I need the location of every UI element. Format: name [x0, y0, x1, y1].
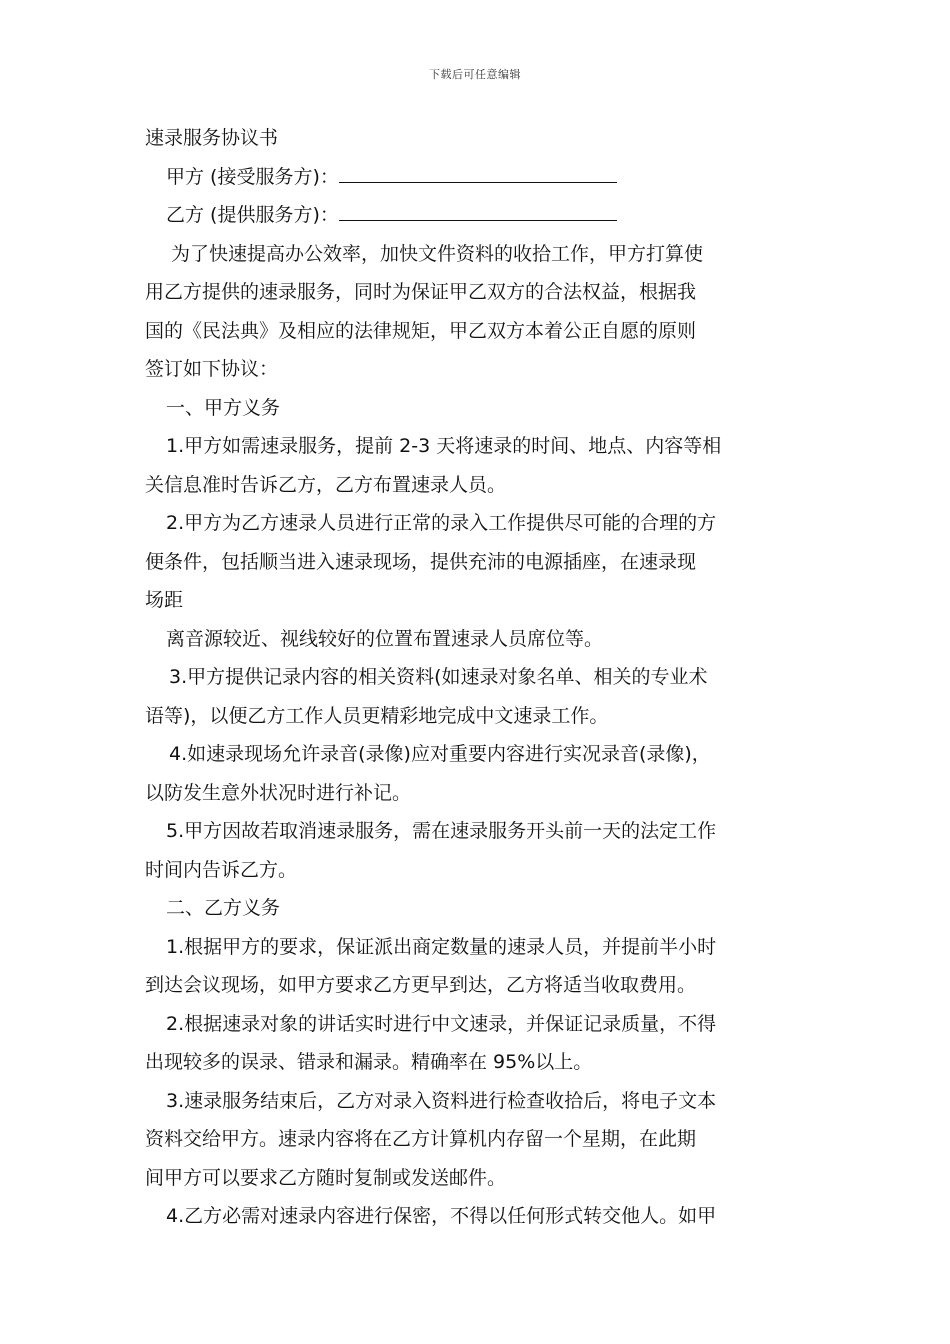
s1-item-3-line: 3.甲方提供记录内容的相关资料(如速录对象名单、相关的专业术	[169, 666, 708, 688]
s1-item-2-line: 2.甲方为乙方速录人员进行正常的录入工作提供尽可能的合理的方	[166, 512, 717, 534]
s2-item-1-line: 1.根据甲方的要求，保证派出商定数量的速录人员，并提前半小时	[166, 935, 717, 958]
document-title: 速录服务协议书	[145, 127, 279, 149]
s2-item-3-line: 3.速录服务结束后，乙方对录入资料进行检查收拾后，将电子文本	[166, 1089, 717, 1112]
s1-item-2-continuation: 离音源较近、视线较好的位置布置速录人员席位等。	[166, 627, 604, 650]
party-a-blank	[339, 160, 617, 183]
s2-item-1	[145, 928, 810, 1005]
s1-item-1-line: 关信息准时告诉乙方，乙方布置速录人员。	[145, 473, 507, 496]
party-b-line	[145, 196, 810, 235]
s2-item-1-line: 到达会议现场，如甲方要求乙方更早到达，乙方将适当收取费用。	[145, 974, 697, 996]
intro-paragraph	[145, 235, 810, 389]
intro-line: 签订如下协议：	[145, 358, 279, 380]
s2-item-3	[145, 1082, 810, 1198]
s1-item-2-line: 场距	[145, 589, 184, 611]
s2-item-2	[145, 1005, 810, 1082]
intro-line: 用乙方提供的速录服务，同时为保证甲乙双方的合法权益，根据我	[145, 281, 697, 303]
s1-item-2	[145, 504, 810, 620]
s2-item-2-line: 2.根据速录对象的讲话实时进行中文速录，并保证记录质量，不得	[166, 1012, 717, 1035]
s2-item-4	[145, 1197, 810, 1236]
intro-line: 国的《民法典》及相应的法律规矩，甲乙双方本着公正自愿的原则	[145, 319, 697, 342]
s1-item-5-line: 5.甲方因故若取消速录服务，需在速录服务开头前一天的法定工作	[166, 820, 717, 842]
s1-item-1-line: 1.甲方如需速录服务，提前 2-3 天将速录的时间、地点、内容等相	[166, 435, 722, 457]
s2-item-3-line: 间甲方可以要求乙方随时复制或发送邮件。	[145, 1166, 507, 1189]
s1-item-3	[145, 658, 810, 735]
s2-item-4-line: 4.乙方必需对速录内容进行保密，不得以任何形式转交他人。如甲	[166, 1205, 717, 1227]
s1-item-4-line: 以防发生意外状况时进行补记。	[145, 781, 412, 804]
party-a-line	[145, 158, 810, 197]
document-body	[145, 119, 810, 1236]
section-2-heading: 二、乙方义务	[166, 897, 281, 919]
s1-item-4	[145, 735, 810, 812]
s2-item-2-line: 出现较多的误录、错录和漏录。精确率在 95%以上。	[145, 1051, 593, 1073]
party-b-label: 乙方 (提供服务方)：	[166, 204, 339, 226]
s1-item-5-line: 时间内告诉乙方。	[145, 858, 298, 881]
s1-item-3-line: 语等)，以便乙方工作人员更精彩地完成中文速录工作。	[145, 704, 609, 727]
intro-line: 为了快速提高办公效率，加快文件资料的收拾工作，甲方打算使	[171, 242, 704, 265]
s1-item-2-line: 便条件，包括顺当进入速录现场，提供充沛的电源插座，在速录现	[145, 550, 697, 573]
s1-item-5	[145, 812, 810, 889]
section-1-heading: 一、甲方义务	[166, 396, 281, 419]
s1-item-1	[145, 427, 810, 504]
party-a-label: 甲方 (接受服务方)：	[166, 165, 339, 188]
s1-item-4-line: 4.如速录现场允许录音(录像)应对重要内容进行实况录音(录像)，	[169, 743, 711, 765]
s2-item-3-line: 资料交给甲方。速录内容将在乙方计算机内存留一个星期，在此期	[145, 1128, 697, 1150]
header-note: 下载后可任意编辑	[429, 68, 521, 81]
party-b-blank	[339, 198, 617, 221]
